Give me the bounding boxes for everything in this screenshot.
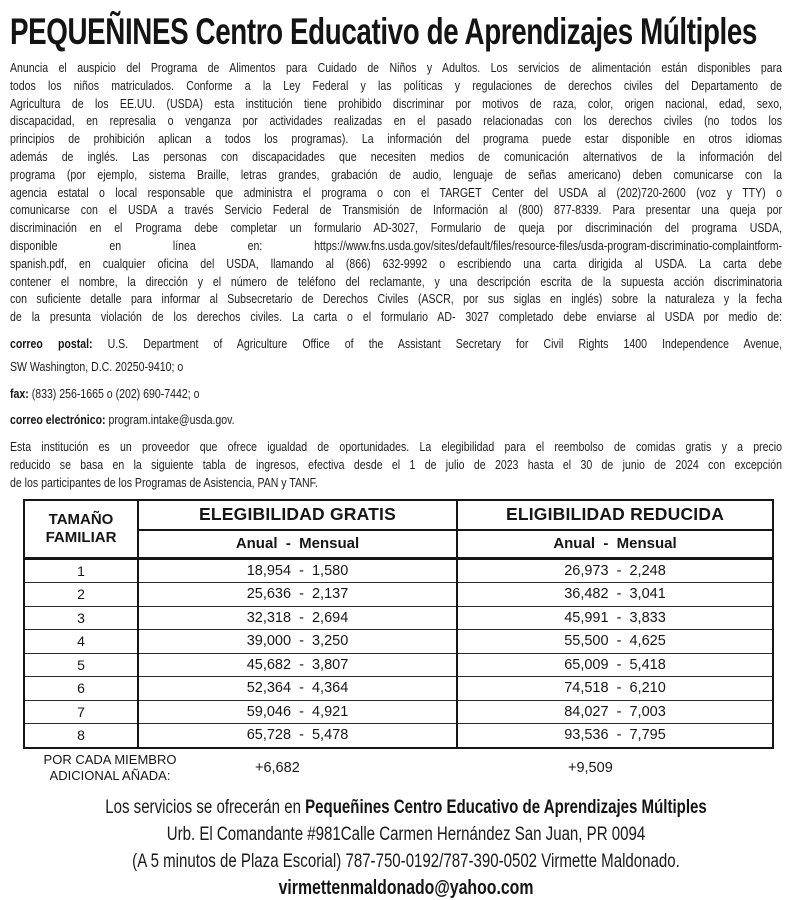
income-cell: 93,536 - 7,795 [457,724,773,748]
income-cell: 55,500 - 4,625 [457,630,773,654]
document-title: PEQUEÑINES Centro Educativo de Aprendizajes Múltiples [10,11,757,52]
table-row [24,724,773,748]
table-header-row [24,500,773,530]
text-line: comunicarse con el USDA a través Servicio Federal de Transmisión de Información al (800) 877-8339. Para presentar una queja por [10,202,782,218]
nondiscrimination-statement [10,59,782,326]
income-cell: 65,728 - 5,478 [138,724,457,748]
income-cell: 32,318 - 2,694 [138,606,457,630]
additional-member-label [35,752,185,784]
email-line: virmettenmaldonado@yahoo.com [278,876,534,899]
additional-member-row [10,749,782,791]
table-row [24,606,773,630]
phone-line: (A 5 minutos de Plaza Escorial) 787-750-0192/787-390-0502 Virmette Maldonado. [132,850,680,872]
income-cell: 45,682 - 3,807 [138,653,457,677]
table-row [24,653,773,677]
income-cell: 65,009 - 5,418 [457,653,773,677]
postal-address-block [10,335,782,376]
fax-line [10,385,782,403]
reduced-eligibility-header: ELIGIBILIDAD REDUCIDA [457,500,773,530]
footer [10,794,782,900]
text-line: Anuncia el auspicio del Programa de Alimentos para Cuidado de Niños y Adultos. Los servicios de alimentación están disponibles para [10,60,782,75]
text-line: reducido se basa en la siguiente tabla de ingresos, efectiva desde el 1 de julio de 2023 hasta el 30 de junio de 2024 con excepción [10,456,782,472]
text-line: contener el nombre, la dirección y el número de teléfono del reclamante, y una descripción escrita de la supuesta acción discriminatoria [10,273,782,289]
text-line: de los participantes de los Programas de Asistencia, PAN y TANF. [10,474,318,490]
family-size-header-line2: FAMILIAR [45,528,117,546]
address-line: Urb. El Comandante #981Calle Carmen Hernández San Juan, PR 0094 [166,823,646,845]
text-line: además de inglés. Las personas con discapacidades que necesiten medios de comunicación alternativos de la información del [10,148,782,164]
family-size-cell: 2 [24,583,138,607]
family-size-cell: 5 [24,653,138,677]
income-cell: 25,636 - 2,137 [138,583,457,607]
text-line: agencia estatal o local responsable que administra el programa o con el TARGET Center del USDA al (202)720-2600 (voz y TTY) o [10,184,782,200]
table-row [24,583,773,607]
family-size-cell: 4 [24,630,138,654]
text-line: discapacidad, en represalia o venganza por actividades realizadas en el pasado relacionadas con los derechos civiles (no todos los [10,113,782,129]
annual-monthly-subheader-reduced: Anual - Mensual [457,530,773,559]
income-cell: 45,991 - 3,833 [457,606,773,630]
postal-text: U.S. Department of Agriculture Office of the Assistant Secretary for Civil Rights 1400 Independence Avenue, [92,335,782,351]
email-contact-line [10,411,782,429]
income-cell: 84,027 - 7,003 [457,700,773,724]
income-cell: 18,954 - 1,580 [138,558,457,583]
services-center-name: Pequeñines Centro Educativo de Aprendizajes Múltiples [305,796,707,818]
annual-monthly-subheader-free: Anual - Mensual [138,530,457,559]
income-cell: 74,518 - 6,210 [457,677,773,701]
income-cell: 52,364 - 4,364 [138,677,457,701]
text-line: discriminación en el Programa debe completar un formulario AD-3027, Formulario de queja por discriminación del programa USDA, [10,220,782,236]
additional-member-free-value: +6,682 [255,759,300,776]
family-size-cell: 8 [24,724,138,748]
additional-member-label-line1: POR CADA MIEMBRO [43,751,177,767]
table-body [24,558,773,748]
postal-line-2: SW Washington, D.C. 20250-9410; o [10,358,184,374]
free-eligibility-header: ELEGIBILIDAD GRATIS [138,500,457,530]
table-row [24,630,773,654]
services-location-line [10,794,792,821]
family-size-cell: 3 [24,606,138,630]
income-cell: 36,482 - 3,041 [457,583,773,607]
table-row [24,558,773,583]
family-size-header [24,500,138,559]
email-text: program.intake@usda.gov. [105,412,235,428]
text-line: disponible en línea en: https://www.fns.usda.gov/sites/default/files/resource-files/usda-program-discriminatio-complaintform- [10,237,782,253]
income-eligibility-table [23,499,774,749]
income-cell: 26,973 - 2,248 [457,558,773,583]
text-line: de la presunta violación de los derechos civiles. La carta o el formulario AD- 3027 completado debe enviarse al USDA por medio de: [10,309,782,325]
eligibility-intro [10,438,782,491]
additional-member-reduced-value: +9,509 [568,759,613,776]
text-line: Esta institución es un proveedor que ofrece igualdad de oportunidades. La elegibilidad para el reembolso de comidas gratis y a precio [10,439,782,455]
text-line: todos los niños matriculados. Conforme a la Ley Federal y las políticas y regulaciones de derechos civiles del Departamento de [10,77,782,93]
postal-line-1 [10,335,782,353]
table-row [24,677,773,701]
family-size-cell: 6 [24,677,138,701]
income-cell: 59,046 - 4,921 [138,700,457,724]
table-row [24,700,773,724]
additional-member-label-line2: ADICIONAL AÑADA: [49,767,171,783]
fax-text: (833) 256-1665 o (202) 690-7442; o [28,385,200,401]
text-line: programa (por ejemplo, sistema Braille, letras grandes, grabación de audio, lenguaje de señas americano) deben comunicarse con la [10,166,782,182]
family-size-cell: 1 [24,558,138,583]
fax-label: fax: [10,385,29,401]
text-line: spanish.pdf, en cualquier oficina del USDA, llamando al (866) 632-9992 o escribiendo una carta dirigida al USDA. La carta debe [10,255,782,271]
text-line: con suficiente detalle para informar al Subsecretario de Derechos Civiles (ASCR, por sus siglas en inglés) sobre la naturaleza y la fecha [10,291,782,307]
family-size-header-line1: TAMAÑO [48,510,114,528]
email-label: correo electrónico: [10,412,106,428]
services-prefix: Los servicios se ofrecerán en [105,796,306,818]
postal-label: correo postal: [10,335,93,351]
text-line: Agricultura de los EE.UU. (USDA) esta institución tiene prohibido discriminar por motivos de raza, color, origen nacional, edad, sexo, [10,95,782,111]
income-cell: 39,000 - 3,250 [138,630,457,654]
text-line: principios de prohibición aplican a todos los programas). La información del programa puede estar disponible en otros idiomas [10,131,782,147]
family-size-cell: 7 [24,700,138,724]
